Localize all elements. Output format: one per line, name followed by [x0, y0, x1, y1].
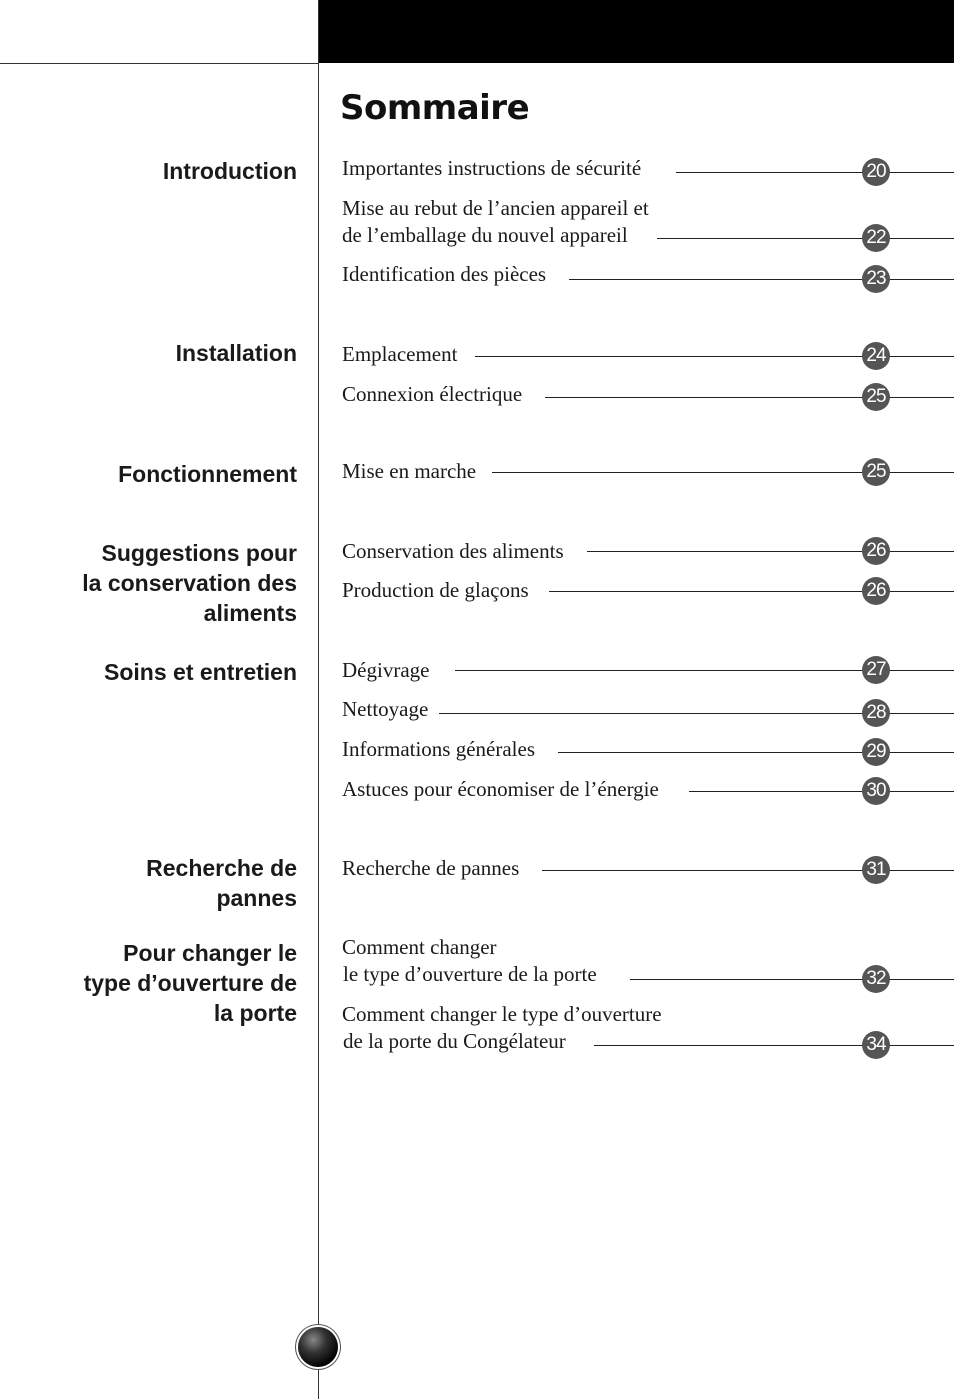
section-installation: Installation [175, 340, 297, 366]
toc-entry-text: Mise en marche [342, 459, 477, 483]
section-line: pannes [216, 885, 297, 911]
section-line: Recherche de [146, 855, 297, 881]
header-black-bar [319, 0, 954, 63]
section-soins: Soins et entretien [104, 659, 297, 685]
page-number-badge: 31 [862, 856, 890, 884]
toc-entry[interactable] [342, 736, 535, 763]
toc-entry-text: Identification des pièces [342, 262, 547, 286]
toc-entry-text: Recherche de pannes [342, 856, 520, 880]
toc-entry[interactable] [342, 696, 428, 723]
page-number-badge: 22 [862, 224, 890, 252]
section-fonctionnement: Fonctionnement [118, 461, 297, 487]
toc-entry-text: de l’emballage du nouvel appareil [342, 223, 628, 247]
toc-entry-text: le type d’ouverture de la porte [343, 962, 597, 986]
toc-entry-text: Comment changer [342, 935, 497, 959]
toc-entry[interactable] [342, 341, 457, 368]
toc-entry-text: Dégivrage [342, 658, 430, 682]
toc-entry-text: Astuces pour économiser de l’énergie [342, 777, 659, 801]
section-suggestions [0, 538, 297, 628]
section-recherche [0, 853, 297, 913]
toc-entry-text: Informations générales [342, 737, 536, 761]
leader-line [587, 551, 954, 552]
leader-line [542, 870, 954, 871]
toc-entry[interactable] [342, 855, 519, 882]
toc-entry[interactable] [342, 538, 564, 565]
page-number-badge: 26 [862, 537, 890, 565]
column-divider [318, 0, 319, 1399]
page-number-badge: 25 [862, 458, 890, 486]
toc-entry-text: Production de glaçons [342, 578, 529, 602]
leader-line [630, 979, 954, 980]
leader-line [549, 591, 954, 592]
page-number-badge: 29 [862, 738, 890, 766]
toc-entry-text: Nettoyage [342, 697, 429, 721]
toc-entry[interactable] [342, 1001, 662, 1055]
toc-entry-text: Comment changer le type d’ouverture [342, 1002, 662, 1026]
section-line: Suggestions pour [101, 540, 297, 566]
toc-entry-text: Emplacement [342, 342, 458, 366]
toc-entry[interactable] [342, 195, 649, 249]
section-line: type d’ouverture de [83, 970, 297, 996]
leader-line [594, 1045, 954, 1046]
section-porte [0, 938, 297, 1028]
toc-entry[interactable] [342, 261, 546, 288]
page-number-badge: 20 [862, 158, 890, 186]
leader-line [545, 397, 954, 398]
page-title: Sommaire [340, 88, 530, 128]
section-introduction: Introduction [162, 158, 297, 184]
section-line: la porte [213, 1000, 297, 1026]
toc-entry[interactable] [342, 657, 429, 684]
toc-entry-text: Conservation des aliments [342, 539, 564, 563]
section-line: aliments [203, 600, 297, 626]
toc-entry[interactable] [342, 155, 641, 182]
header-divider [0, 63, 319, 64]
page-number-badge: 24 [862, 342, 890, 370]
decorative-ball-icon [298, 1327, 338, 1367]
toc-entry[interactable] [342, 577, 529, 604]
leader-line [657, 238, 954, 239]
section-line: Pour changer le [123, 940, 297, 966]
section-line: la conservation des [82, 570, 297, 596]
page-number-badge: 25 [862, 383, 890, 411]
page-number-badge: 27 [862, 656, 890, 684]
page-number-badge: 28 [862, 699, 890, 727]
toc-entry[interactable] [342, 458, 476, 485]
toc-entry-text: Mise au rebut de l’ancien appareil et [342, 196, 649, 220]
leader-line [676, 172, 954, 173]
toc-entry[interactable] [342, 381, 522, 408]
toc-entry-text: Connexion électrique [342, 382, 523, 406]
page-number-badge: 30 [862, 777, 890, 805]
leader-line [689, 791, 954, 792]
page-number-badge: 32 [862, 965, 890, 993]
page-number-badge: 23 [862, 265, 890, 293]
toc-entry[interactable] [342, 934, 597, 988]
leader-line [558, 752, 954, 753]
page-number-badge: 34 [862, 1031, 890, 1059]
page-number-badge: 26 [862, 577, 890, 605]
toc-entry-text: Importantes instructions de sécurité [342, 156, 642, 180]
toc-entry[interactable] [342, 776, 659, 803]
toc-entry-text: de la porte du Congélateur [343, 1029, 566, 1053]
leader-line [569, 279, 954, 280]
